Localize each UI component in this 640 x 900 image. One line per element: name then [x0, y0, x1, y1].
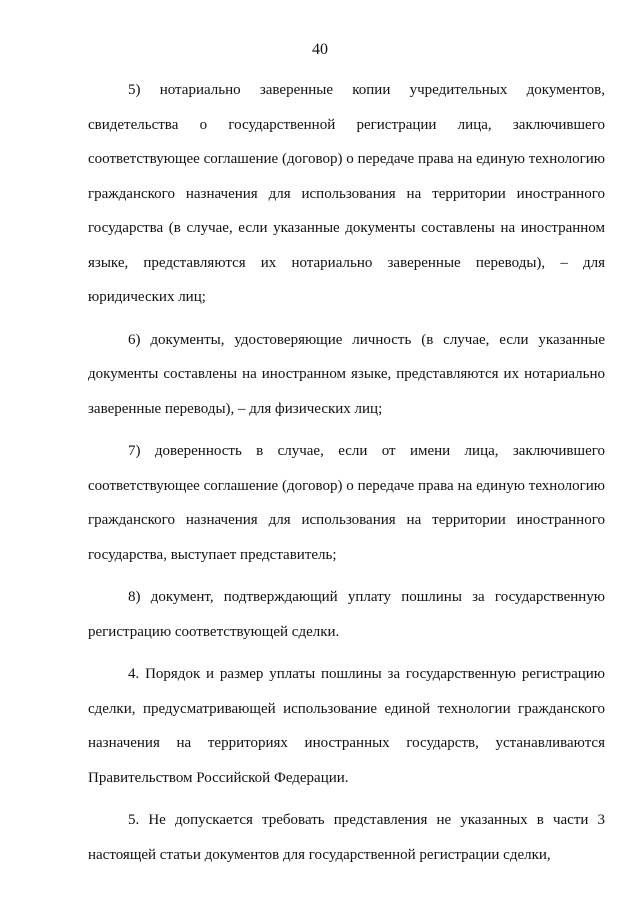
paragraph-part-4: 4. Порядок и размер уплаты пошлины за государственную регистрацию сделки, предусматривающей использование единой технологии гражданского назначения на территориях иностранных государств, устанавливаются Правительством Российской Федерации. — [88, 666, 605, 786]
paragraph-item-8: 8) документ, подтверждающий уплату пошлины за государственную регистрацию соответствующей сделки. — [88, 589, 605, 640]
page-number: 40 — [312, 41, 328, 58]
paragraph-part-5: 5. Не допускается требовать представления не указанных в части 3 настоящей статьи документов для государственной регистрации сделки, — [88, 812, 605, 863]
paragraph-item-5: 5) нотариально заверенные копии учредительных документов, свидетельства о государственной регистрации лица, заключившего соответствующее соглашение (договор) о передаче права на единую технологию гражданского назначения для использования на территории иностранного государства (в случае, если указанные документы составлены на иностранном языке, представляются их нотариально заверенные переводы), – для юридических лиц; — [88, 82, 605, 305]
paragraph-item-7: 7) доверенность в случае, если от имени лица, заключившего соответствующее соглашение (договор) о передаче права на единую технологию гражданского назначения для использования на территории иностранного государства, выступает представитель; — [88, 443, 605, 563]
document-body — [88, 73, 605, 880]
paragraph-item-6: 6) документы, удостоверяющие личность (в случае, если указанные документы составлены на иностранном языке, представляются их нотариально заверенные переводы), – для физических лиц; — [88, 331, 605, 417]
